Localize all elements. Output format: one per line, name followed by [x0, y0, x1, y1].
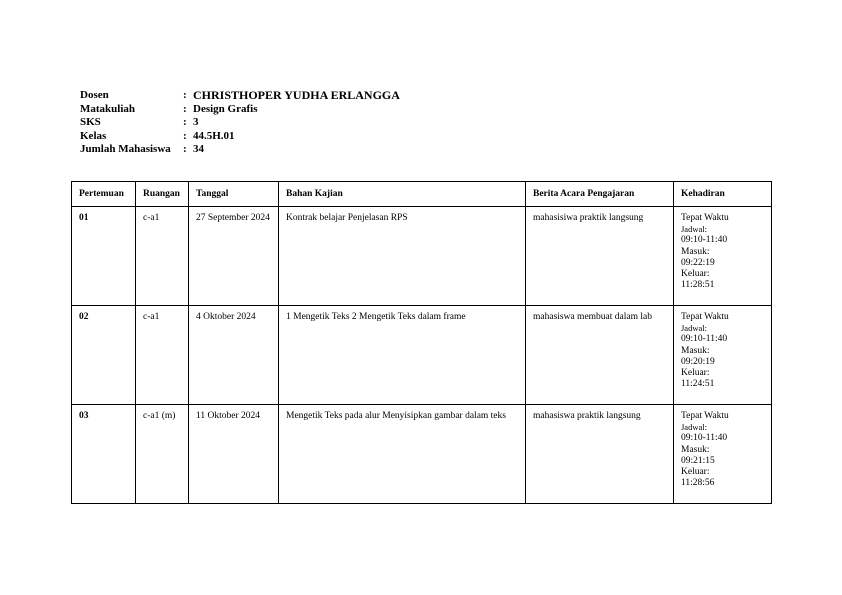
info-row-jumlah-mahasiswa [80, 143, 400, 157]
cell-bahan-kajian: Kontrak belajar Penjelasan RPS [279, 207, 526, 306]
cell-pertemuan: 03 [72, 405, 136, 504]
kehadiran-jadwal-label: Jadwal: [681, 323, 707, 334]
header-tanggal: Tanggal [189, 182, 279, 207]
info-value: 44.5H.01 [193, 129, 235, 142]
info-separator: : [183, 116, 187, 129]
info-value: Design Grafis [193, 102, 258, 115]
info-label: Jumlah Mahasiswa [80, 143, 171, 156]
header-kehadiran: Kehadiran [674, 182, 772, 207]
cell-berita-acara: mahasiswa membuat dalam lab [526, 306, 674, 405]
kehadiran-masuk: 09:21:15 [681, 455, 715, 466]
info-label: SKS [80, 116, 101, 129]
info-separator: : [183, 129, 187, 142]
kehadiran-masuk-label: Masuk: [681, 345, 710, 356]
table-header-row [72, 182, 772, 207]
cell-tanggal: 11 Oktober 2024 [189, 405, 279, 504]
cell-berita-acara: mahasisiwa praktik langsung [526, 207, 674, 306]
cell-kehadiran [674, 207, 772, 306]
kehadiran-keluar: 11:24:51 [681, 379, 715, 390]
info-value: CHRISTHOPER YUDHA ERLANGGA [193, 88, 400, 102]
table-row [72, 207, 772, 306]
info-value: 3 [193, 116, 199, 129]
info-separator: : [183, 143, 187, 156]
course-info [80, 89, 400, 157]
header-berita-acara: Berita Acara Pengajaran [526, 182, 674, 207]
kehadiran-keluar-label: Keluar: [681, 368, 710, 379]
info-separator: : [183, 102, 187, 115]
cell-berita-acara: mahasiswa praktik langsung [526, 405, 674, 504]
info-value: 34 [193, 143, 204, 156]
kehadiran-jadwal-label: Jadwal: [681, 224, 707, 235]
info-label: Dosen [80, 89, 109, 101]
cell-ruangan: c-a1 [136, 306, 189, 405]
table-row [72, 405, 772, 504]
info-separator: : [183, 89, 187, 101]
kehadiran-masuk: 09:20:19 [681, 356, 715, 367]
cell-ruangan: c-a1 (m) [136, 405, 189, 504]
info-label: Matakuliah [80, 102, 136, 115]
cell-tanggal: 27 September 2024 [189, 207, 279, 306]
cell-kehadiran [674, 405, 772, 504]
kehadiran-jadwal: 09:10-11:40 [681, 235, 728, 246]
kehadiran-jadwal: 09:10-11:40 [681, 334, 728, 345]
cell-tanggal: 4 Oktober 2024 [189, 306, 279, 405]
header-bahan-kajian: Bahan Kajian [279, 182, 526, 207]
kehadiran-keluar-label: Keluar: [681, 467, 710, 478]
table-row [72, 306, 772, 405]
info-row-dosen [80, 89, 400, 103]
kehadiran-jadwal: 09:10-11:40 [681, 433, 728, 444]
kehadiran-keluar-label: Keluar: [681, 269, 710, 280]
kehadiran-keluar: 11:28:56 [681, 478, 715, 489]
cell-bahan-kajian: 1 Mengetik Teks 2 Mengetik Teks dalam frame [279, 306, 526, 405]
cell-pertemuan: 01 [72, 207, 136, 306]
header-pertemuan: Pertemuan [72, 182, 136, 207]
cell-ruangan: c-a1 [136, 207, 189, 306]
kehadiran-status: Tepat Waktu [681, 213, 729, 223]
kehadiran-keluar: 11:28:51 [681, 280, 715, 291]
kehadiran-masuk: 09:22:19 [681, 257, 715, 268]
kehadiran-jadwal-label: Jadwal: [681, 422, 707, 433]
info-row-matakuliah [80, 103, 400, 117]
kehadiran-status: Tepat Waktu [681, 312, 729, 322]
kehadiran-masuk-label: Masuk: [681, 246, 710, 257]
kehadiran-status: Tepat Waktu [681, 411, 729, 421]
kehadiran-masuk-label: Masuk: [681, 444, 710, 455]
info-label: Kelas [80, 129, 107, 142]
cell-bahan-kajian: Mengetik Teks pada alur Menyisipkan gambar dalam teks [279, 405, 526, 504]
info-row-kelas [80, 130, 400, 144]
cell-pertemuan: 02 [72, 306, 136, 405]
cell-kehadiran [674, 306, 772, 405]
attendance-table [71, 181, 772, 504]
header-ruangan: Ruangan [136, 182, 189, 207]
info-row-sks [80, 116, 400, 130]
